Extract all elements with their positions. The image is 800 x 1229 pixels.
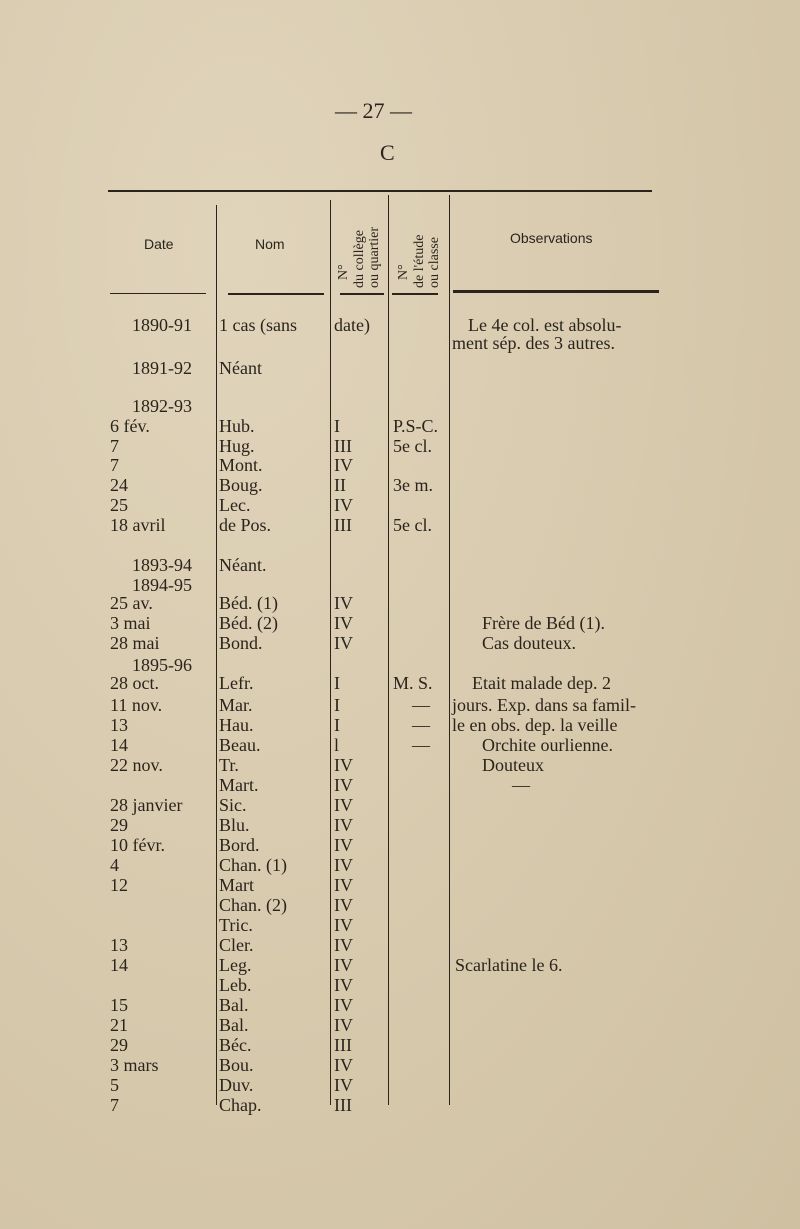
row-college: IV bbox=[334, 975, 353, 995]
row-college: IV bbox=[334, 455, 353, 475]
row-observation: Frère de Béd (1). bbox=[482, 613, 605, 633]
row-college: IV bbox=[334, 633, 353, 653]
row-date: 7 bbox=[110, 455, 119, 475]
header-rule-name bbox=[228, 293, 324, 295]
row-name: Bal. bbox=[219, 995, 249, 1015]
row-name: Cler. bbox=[219, 935, 254, 955]
row-name: Tric. bbox=[219, 915, 253, 935]
page-number: — 27 — bbox=[335, 98, 412, 123]
row-college: IV bbox=[334, 775, 353, 795]
row-college: II bbox=[334, 475, 346, 495]
row-name: 1 cas (sans bbox=[219, 315, 297, 335]
row-etude: 5e cl. bbox=[393, 436, 432, 456]
row-name: Mar. bbox=[219, 695, 253, 715]
row-name: Hug. bbox=[219, 436, 255, 456]
row-college: I bbox=[334, 416, 340, 436]
row-name: Lec. bbox=[219, 495, 251, 515]
row-date: 6 fév. bbox=[110, 416, 150, 436]
row-college: IV bbox=[334, 593, 353, 613]
row-name: Béd. (2) bbox=[219, 613, 278, 633]
row-date: 13 bbox=[110, 935, 128, 955]
row-name: Beau. bbox=[219, 735, 261, 755]
row-name: Bond. bbox=[219, 633, 263, 653]
row-college: III bbox=[334, 436, 352, 456]
header-etude-line1: N° bbox=[396, 264, 411, 280]
row-name: Sic. bbox=[219, 795, 247, 815]
row-college: l bbox=[334, 735, 340, 755]
row-date: 7 bbox=[110, 436, 119, 456]
row-date: 28 janvier bbox=[110, 795, 183, 815]
row-college: IV bbox=[334, 935, 353, 955]
header-observations: Observations bbox=[510, 230, 593, 246]
row-college: III bbox=[334, 515, 352, 535]
row-name: de Pos. bbox=[219, 515, 272, 535]
table-top-rule bbox=[108, 190, 652, 192]
row-name: Leb. bbox=[219, 975, 252, 995]
row-date: 3 mars bbox=[110, 1055, 159, 1075]
row-date: 11 nov. bbox=[110, 695, 163, 715]
row-name: Tr. bbox=[219, 755, 239, 775]
row-date: 24 bbox=[110, 475, 128, 495]
row-college: I bbox=[334, 715, 340, 735]
header-name: Nom bbox=[255, 236, 285, 252]
row-date: 12 bbox=[110, 875, 128, 895]
row-observation: ment sép. des 3 autres. bbox=[452, 333, 615, 353]
header-date: Date bbox=[144, 236, 174, 252]
row-name: Lefr. bbox=[219, 673, 254, 693]
header-college bbox=[333, 200, 385, 288]
row-date: 5 bbox=[110, 1075, 119, 1095]
row-date: 25 av. bbox=[110, 593, 153, 613]
row-name: Chap. bbox=[219, 1095, 262, 1115]
row-date: 14 bbox=[110, 955, 128, 975]
row-college: date) bbox=[334, 315, 370, 335]
row-name: Hau. bbox=[219, 715, 254, 735]
row-college: IV bbox=[334, 613, 353, 633]
row-college: IV bbox=[334, 755, 353, 775]
header-college-line3: ou quartier bbox=[367, 226, 382, 288]
row-observation: jours. Exp. dans sa famil- bbox=[452, 695, 636, 715]
column-separator-4 bbox=[449, 195, 450, 1105]
row-observation: — bbox=[512, 775, 530, 795]
row-college: IV bbox=[334, 855, 353, 875]
row-name: Bou. bbox=[219, 1055, 254, 1075]
row-college: IV bbox=[334, 1015, 353, 1035]
column-separator-2 bbox=[330, 200, 331, 1105]
row-date: 1890-91 bbox=[132, 315, 192, 335]
row-name: Duv. bbox=[219, 1075, 254, 1095]
row-name: Blu. bbox=[219, 815, 250, 835]
row-college: I bbox=[334, 695, 340, 715]
row-name: Néant. bbox=[219, 555, 267, 575]
row-college: IV bbox=[334, 835, 353, 855]
row-college: IV bbox=[334, 495, 353, 515]
row-name: Leg. bbox=[219, 955, 252, 975]
row-etude: 3e m. bbox=[393, 475, 433, 495]
row-name: Béc. bbox=[219, 1035, 252, 1055]
row-date: 28 mai bbox=[110, 633, 160, 653]
row-etude: — bbox=[412, 695, 430, 715]
row-etude: — bbox=[412, 735, 430, 755]
row-college: I bbox=[334, 673, 340, 693]
row-date: 1894-95 bbox=[132, 575, 192, 595]
row-etude: M. S. bbox=[393, 673, 433, 693]
row-college: IV bbox=[334, 875, 353, 895]
row-date: 4 bbox=[110, 855, 119, 875]
row-date: 10 févr. bbox=[110, 835, 165, 855]
row-name: Bal. bbox=[219, 1015, 249, 1035]
row-observation: Etait malade dep. 2 bbox=[472, 673, 611, 693]
header-rule-observations bbox=[453, 290, 659, 293]
row-etude: 5e cl. bbox=[393, 515, 432, 535]
row-date: 29 bbox=[110, 815, 128, 835]
row-college: IV bbox=[334, 1075, 353, 1095]
row-observation: le en obs. dep. la veille bbox=[452, 715, 618, 735]
row-etude: — bbox=[412, 715, 430, 735]
row-observation: Scarlatine le 6. bbox=[455, 955, 563, 975]
header-college-line2: du collège bbox=[352, 230, 367, 288]
header-rule-date bbox=[110, 293, 206, 294]
header-etude-line2: de l'étude bbox=[412, 234, 427, 288]
row-college: IV bbox=[334, 915, 353, 935]
row-date: 1891-92 bbox=[132, 358, 192, 378]
row-date: 18 avril bbox=[110, 515, 166, 535]
row-date: 28 oct. bbox=[110, 673, 159, 693]
row-date: 15 bbox=[110, 995, 128, 1015]
row-date: 29 bbox=[110, 1035, 128, 1055]
header-rule-etude bbox=[392, 293, 438, 295]
row-date: 7 bbox=[110, 1095, 119, 1115]
row-name: Mart. bbox=[219, 775, 259, 795]
header-college-line1: N° bbox=[336, 264, 351, 280]
row-name: Béd. (1) bbox=[219, 593, 278, 613]
header-etude-line3: ou classe bbox=[427, 237, 442, 288]
row-name: Hub. bbox=[219, 416, 255, 436]
row-college: IV bbox=[334, 995, 353, 1015]
row-etude: P.S-C. bbox=[393, 416, 439, 436]
row-college: III bbox=[334, 1095, 352, 1115]
row-date: 21 bbox=[110, 1015, 128, 1035]
row-date: 1893-94 bbox=[132, 555, 192, 575]
row-date: 1892-93 bbox=[132, 396, 192, 416]
row-name: Chan. (1) bbox=[219, 855, 287, 875]
row-name: Mont. bbox=[219, 455, 263, 475]
header-etude bbox=[393, 200, 445, 288]
section-letter: C bbox=[380, 140, 395, 165]
header-rule-college bbox=[340, 293, 384, 295]
row-college: IV bbox=[334, 955, 353, 975]
row-date: 22 nov. bbox=[110, 755, 163, 775]
row-college: IV bbox=[334, 815, 353, 835]
row-name: Boug. bbox=[219, 475, 263, 495]
row-date: 1895-96 bbox=[132, 655, 192, 675]
row-college: IV bbox=[334, 1055, 353, 1075]
row-date: 3 mai bbox=[110, 613, 151, 633]
column-separator-3 bbox=[388, 195, 389, 1105]
row-name: Bord. bbox=[219, 835, 260, 855]
column-separator-1 bbox=[216, 205, 217, 1105]
row-observation: Le 4e col. est absolu- bbox=[468, 315, 622, 335]
row-name: Mart bbox=[219, 875, 254, 895]
row-date: 13 bbox=[110, 715, 128, 735]
row-name: Néant bbox=[219, 358, 262, 378]
row-college: III bbox=[334, 1035, 352, 1055]
row-date: 14 bbox=[110, 735, 128, 755]
row-observation: Douteux bbox=[482, 755, 544, 775]
row-college: IV bbox=[334, 795, 353, 815]
row-name: Chan. (2) bbox=[219, 895, 287, 915]
row-observation: Orchite ourlienne. bbox=[482, 735, 613, 755]
row-observation: Cas douteux. bbox=[482, 633, 576, 653]
row-college: IV bbox=[334, 895, 353, 915]
row-date: 25 bbox=[110, 495, 128, 515]
